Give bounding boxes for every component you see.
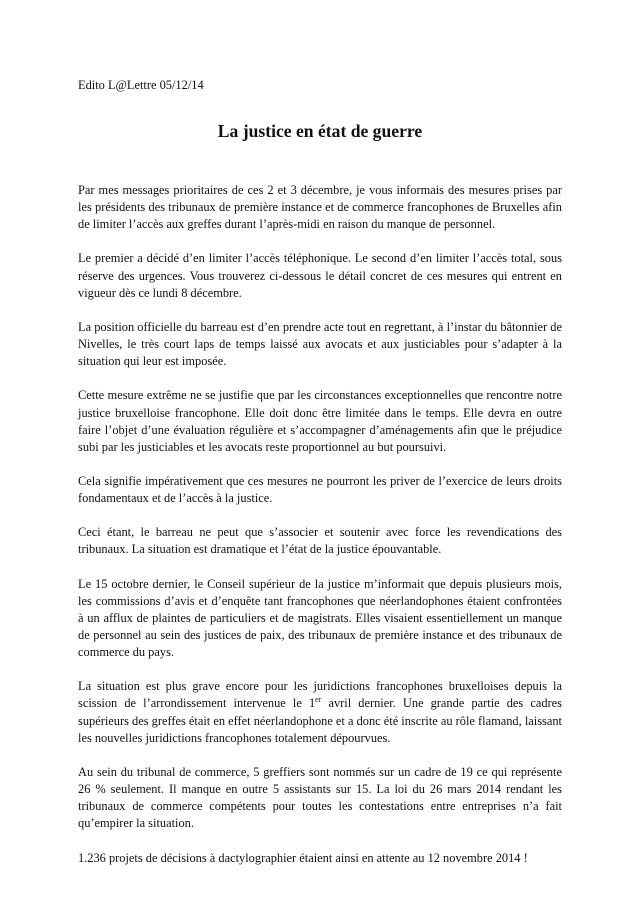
paragraph-3: La position officielle du barreau est d’en prendre acte tout en regrettant, à l’instar du bâtonnier de Nivelles, le très court laps de temps laissé aux avocats et aux justiciables pour s’adapter à la situation qui leur est imposée. bbox=[78, 319, 562, 369]
paragraph-5: Cela signifie impérativement que ces mesures ne pourront les priver de l’exercice de leurs droits fondamentaux et de l’accès à la justice. bbox=[78, 473, 562, 506]
paragraph-4: Cette mesure extrême ne se justifie que par les circonstances exceptionnelles que rencontre notre justice bruxelloise francophone. Elle doit donc être limitée dans le temps. Elle devra en outre faire l’objet d’une évaluation régulière et s’accompagner d’aménagements afin que le préjudice subi par les justiciables et les avocats reste proportionnel au but poursuivi. bbox=[78, 388, 562, 454]
paragraph-2: Le premier a décidé d’en limiter l’accès téléphonique. Le second d’en limiter l’accès total, sous réserve des urgences. Vous trouverez ci-dessous le détail concret de ces mesures qui entrent en vigueur dès ce lundi 8 décembre. bbox=[78, 251, 562, 300]
document-body bbox=[78, 182, 562, 884]
ordinal-superscript: er bbox=[315, 695, 322, 705]
paragraph-1: Par mes messages prioritaires de ces 2 et 3 décembre, je vous informais des mesures prises par les présidents des tribunaux de première instance et de commerce francophones de Bruxelles afin de limiter l’accès aux greffes durant l’après-midi en raison du manque de personnel. bbox=[78, 183, 562, 232]
paragraph-10: 1.236 projets de décisions à dactylographier étaient ainsi en attente au 12 novembre 2014 ! bbox=[78, 850, 528, 865]
paragraph-7: Le 15 octobre dernier, le Conseil supérieur de la justice m’informait que depuis plusieurs mois, les commissions d’avis et d’enquête tant francophones que néerlandophones étaient confrontées à un afflux de plaintes de particuliers et de magistrats. Elles visaient essentiellement un manque de personnel au sein des justices de paix, des tribunaux de première instance et des tribunaux de commerce du pays. bbox=[78, 576, 562, 660]
edito-header: Edito L@Lettre 05/12/14 bbox=[78, 78, 204, 92]
paragraph-8-before: La situation est plus grave encore pour les juridictions francophones bruxelloises depuis la scission de l’arrondissement intervenue le 1 bbox=[78, 679, 562, 711]
document-title: La justice en état de guerre bbox=[217, 121, 423, 141]
paragraph-8 bbox=[78, 678, 562, 746]
paragraph-6: Ceci étant, le barreau ne peut que s’associer et soutenir avec force les revendications des tribunaux. La situation est dramatique et l’état de la justice épouvantable. bbox=[78, 525, 562, 557]
paragraph-9: Au sein du tribunal de commerce, 5 greffiers sont nommés sur un cadre de 19 ce qui représente 26 % seulement. Il manque en outre 5 assistants sur 15. La loi du 26 mars 2014 rendant les tribunaux de commerce compétents pour toutes les contestations entre entreprises n’a fait qu’empirer la situation. bbox=[78, 764, 562, 831]
paragraph-8-after: avril dernier. Une grande partie des cadres supérieurs des greffes était en effet néerlandophone et a donc été inscrite au rôle flamand, laissant les nouvelles juridictions francophones totalement dépourvues. bbox=[78, 696, 562, 745]
